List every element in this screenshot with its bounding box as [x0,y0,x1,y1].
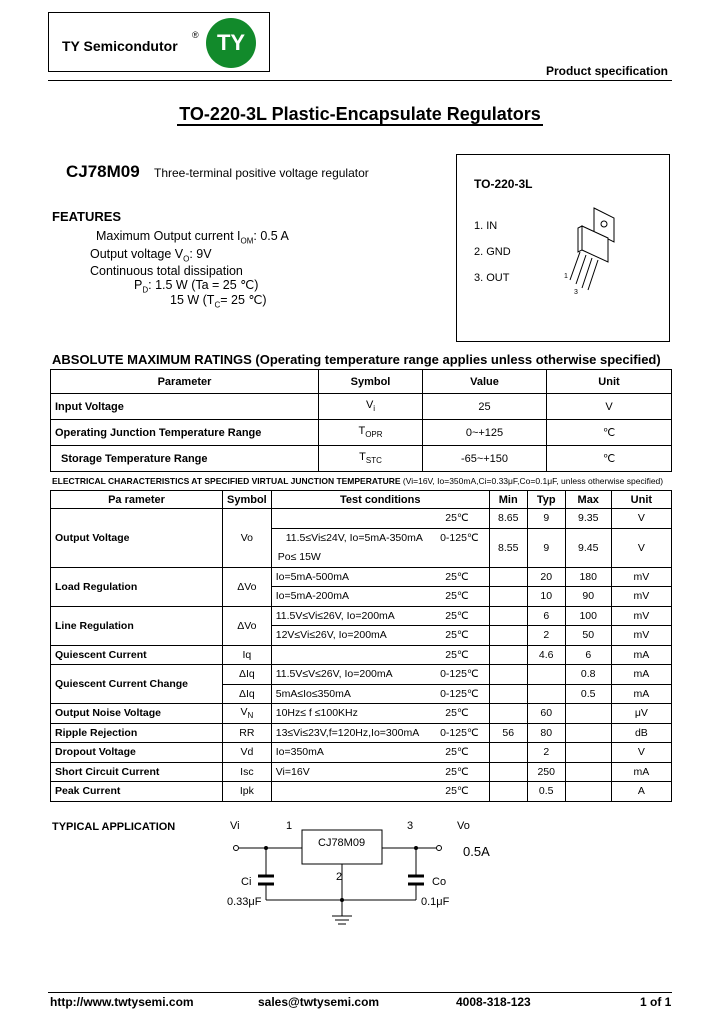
chip-label: CJ78M09 [318,837,366,849]
table-row: Quiescent Current Change ΔIq 11.5V≤V≤26V, Io=200mA 0-125℃ 0.8 mA [51,665,672,685]
table-row [51,420,672,446]
package-name: TO-220-3L [474,177,533,191]
col-parameter: Pa rameter [51,491,223,509]
col-unit: Unit [547,370,672,394]
table-row: Po≤ 15W [51,548,672,568]
ci-label: Ci [241,876,252,888]
company-logo [206,18,256,68]
svg-text:3: 3 [574,289,578,296]
pin-3: 3. OUT [474,272,510,284]
typical-application-circuit [220,816,510,934]
col-symbol: Symbol [223,491,272,509]
vo-label: Vo [457,820,470,832]
abs-max-table [50,369,672,472]
value-cell: -65~+150 [423,446,547,472]
product-spec-label: Product specification [545,64,668,78]
features-heading: FEATURES [52,209,122,224]
svg-text:1: 1 [564,273,568,280]
table-row: Ripple Rejection RR 13≤Vi≤23V,f=120Hz,Io=300mA 0-125℃ 56 80 dB [51,723,672,743]
unit-cell: ℃ [547,446,672,472]
co-label: Co [432,876,447,888]
feature-pd-1: $P_D$: 1.5 W (Ta = 25 ℃) [134,278,259,295]
table-row: Quiescent Current Iq 25℃ 4.6 6 mA [51,645,672,665]
col-min: Min [489,491,527,509]
feature-max-current: Maximum Output current $I_{OM}$: 0.5 A [96,229,289,246]
param-cell: Input Voltage [51,394,319,420]
table-row: Peak Current Ipk 25℃ 0.5 A [51,782,672,802]
footer-website-link[interactable]: http://www.twtysemi.com [50,995,194,1009]
col-value: Value [423,370,547,394]
vi-label: Vi [230,820,240,832]
pin-1: 1. IN [474,220,498,232]
table-row: Io=5mA-200mA 25℃ 10 90 mV [51,587,672,607]
table-row: 12V≤Vi≤26V, Io=200mA 25℃ 2 50 mV [51,626,672,646]
part-description: Three-terminal positive voltage regulator [154,166,369,180]
current-label: 0.5A [463,844,490,859]
brand-name: TY Semicondutor [62,38,178,54]
part-number: CJ78M09 [66,162,140,181]
document-title: TO-220-3L Plastic-Encapsulate Regulators [179,104,541,124]
footer-page-number: 1 of 1 [640,995,672,1009]
param-cell: Operating Junction Temperature Range [51,420,319,446]
logo-text: TY [216,30,246,55]
col-unit: Unit [611,491,671,509]
symbol-cell: $T_{OPR}$ [319,420,423,446]
registered-mark: ® [192,30,199,40]
table-row: Dropout Voltage Vd Io=350mA 25℃ 2 V [51,743,672,763]
table-row: Short Circuit Current Isc Vi=16V 25℃ 250 mA [51,762,672,782]
table-header-row [51,491,672,509]
table-row [51,446,672,472]
to220-package-drawing [560,204,620,296]
symbol-cell: $T_{STC}$ [319,446,423,472]
param-cell: Storage Temperature Range [51,446,319,472]
elec-char-table [50,490,672,802]
feature-output-voltage: Output voltage $V_O$: 9V [90,247,212,264]
pin1-label: 1 [286,820,293,832]
pin3-label: 3 [407,820,414,832]
unit-cell: V [547,394,672,420]
table-row: Output Voltage Vo 25℃ 8.65 9 9.35 V [51,509,672,529]
pin-2: 2. GND [474,246,511,258]
table-row: Output Noise Voltage $V_N$ 10Hz≤ f ≤100KHz 25℃ 60 μV [51,704,672,724]
elec-char-note: ELECTRICAL CHARACTERISTICS AT SPECIFIED VIRTUAL JUNCTION TEMPERATURE (Vi=16V, Io=350mA,Ci=0.33μF,Co=0.1μF, unless otherwise specified) [52,476,664,486]
header-rule [48,80,672,81]
table-row: Load Regulation ΔVo Io=5mA-500mA 25℃ 20 180 mV [51,567,672,587]
value-cell: 0~+125 [423,420,547,446]
table-header-row [51,370,672,394]
col-max: Max [565,491,611,509]
footer-email-link[interactable]: sales@twtysemi.com [258,995,380,1009]
value-cell: 25 [423,394,547,420]
table-row [51,394,672,420]
symbol-cell: $V_i$ [319,394,423,420]
col-conditions: Test conditions [271,491,489,509]
typical-application-heading: TYPICAL APPLICATION [52,821,176,833]
col-symbol: Symbol [319,370,423,394]
col-parameter: Parameter [51,370,319,394]
feature-pd-2: 15 W ($T_C= 25$ ℃) [170,293,267,310]
unit-cell: ℃ [547,420,672,446]
table-row: 11.5≤Vi≤24V, Io=5mA-350mA 0-125℃ 8.55 9 9.45 V [51,528,672,548]
abs-max-heading: ABSOLUTE MAXIMUM RATINGS (Operating temperature range applies unless otherwise specified) [52,352,661,367]
feature-dissipation: Continuous total dissipation [90,264,243,278]
ci-value: 0.33μF [227,896,262,908]
footer-phone: 4008-318-123 [456,995,531,1009]
table-row: ΔIq 5mA≤Io≤350mA 0-125℃ 0.5 mA [51,684,672,704]
col-typ: Typ [527,491,565,509]
co-value: 0.1μF [421,896,450,908]
footer-rule [48,992,672,993]
pin2-label: 2 [336,871,343,883]
table-row: Line Regulation ΔVo 11.5V≤Vi≤26V, Io=200mA 25℃ 6 100 mV [51,606,672,626]
